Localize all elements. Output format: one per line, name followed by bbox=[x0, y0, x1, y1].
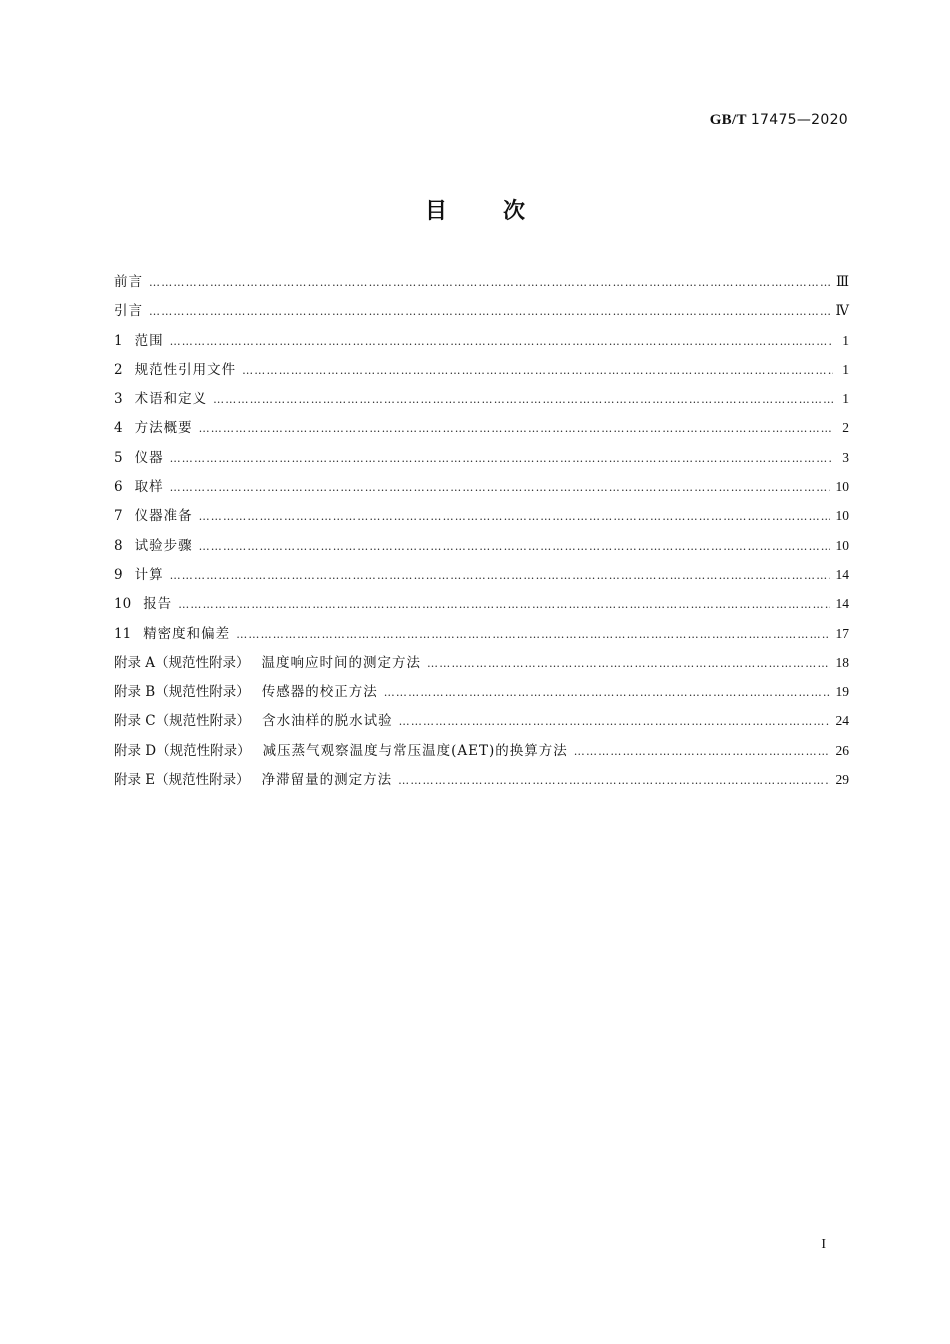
toc-entry-page: 1 bbox=[842, 332, 849, 348]
toc-entry-number: 3 bbox=[114, 391, 123, 408]
toc-entry-label: 仪器准备 bbox=[134, 508, 193, 525]
toc-entry-label: 减压蒸气观察温度与常压温度(AET)的换算方法 bbox=[262, 742, 568, 759]
toc-entry-page: 3 bbox=[842, 449, 849, 465]
toc-entry-label: 净滞留量的测定方法 bbox=[261, 772, 393, 789]
toc-leader-dots bbox=[236, 628, 829, 641]
toc-entry[interactable] bbox=[114, 299, 849, 328]
toc-entry[interactable] bbox=[114, 329, 849, 358]
toc-leader-dots bbox=[170, 481, 830, 494]
toc-entry-number: 1 bbox=[114, 332, 123, 349]
toc-entry[interactable] bbox=[114, 739, 849, 768]
toc-entry-page: 18 bbox=[835, 654, 849, 670]
toc-entry-number: 6 bbox=[114, 479, 123, 496]
toc-entry[interactable] bbox=[114, 387, 849, 416]
toc-entry-number: 2 bbox=[114, 361, 123, 378]
toc-leader-dots bbox=[170, 569, 830, 582]
toc-leader-dots bbox=[242, 364, 833, 377]
toc-entry-label: 精密度和偏差 bbox=[143, 625, 231, 642]
toc-entry-page: Ⅲ bbox=[835, 274, 849, 289]
toc-entry-number: 8 bbox=[114, 537, 123, 554]
toc-leader-dots bbox=[199, 422, 833, 435]
toc-leader-dots bbox=[574, 745, 830, 758]
toc-entry-number: 7 bbox=[114, 508, 123, 525]
page-title: 目次 bbox=[424, 199, 581, 224]
toc-leader-dots bbox=[213, 393, 833, 406]
toc-entry[interactable] bbox=[114, 534, 849, 563]
table-of-contents bbox=[114, 270, 849, 797]
toc-entry[interactable] bbox=[114, 358, 849, 387]
toc-entry-page: 1 bbox=[842, 361, 849, 377]
toc-entry-number: 附录 C（规范性附录） bbox=[114, 713, 251, 730]
toc-entry-page: 2 bbox=[842, 420, 849, 436]
toc-entry-number: 11 bbox=[114, 625, 132, 642]
toc-entry[interactable] bbox=[114, 504, 849, 533]
toc-entry-number: 附录 D（规范性附录） bbox=[114, 742, 251, 759]
toc-leader-dots bbox=[149, 276, 830, 289]
toc-entry-number: 4 bbox=[114, 420, 123, 437]
toc-entry[interactable] bbox=[114, 768, 849, 797]
toc-entry-label: 温度响应时间的测定方法 bbox=[261, 654, 422, 671]
toc-entry-label: 取样 bbox=[134, 479, 164, 496]
toc-leader-dots bbox=[149, 305, 830, 318]
toc-entry-number: 附录 A（规范性附录） bbox=[114, 654, 250, 671]
toc-entry-label: 计算 bbox=[134, 566, 164, 583]
toc-entry-page: 17 bbox=[835, 625, 849, 641]
toc-leader-dots bbox=[170, 335, 833, 348]
toc-entry[interactable] bbox=[114, 475, 849, 504]
toc-entry[interactable] bbox=[114, 709, 849, 738]
toc-leader-dots bbox=[384, 686, 830, 699]
toc-entry[interactable] bbox=[114, 563, 849, 592]
toc-entry-label: 范围 bbox=[134, 332, 164, 349]
standard-code bbox=[710, 112, 848, 129]
toc-entry-page: 10 bbox=[835, 479, 849, 495]
toc-entry[interactable] bbox=[114, 446, 849, 475]
toc-entry[interactable] bbox=[114, 622, 849, 651]
toc-entry-page: 1 bbox=[842, 391, 849, 407]
standard-prefix: GB/T bbox=[709, 112, 747, 128]
toc-entry-label: 术语和定义 bbox=[134, 391, 208, 408]
standard-number: 17475—2020 bbox=[750, 112, 848, 128]
toc-leader-dots bbox=[170, 452, 833, 465]
toc-entry-page: 19 bbox=[835, 684, 849, 700]
toc-entry-page: 14 bbox=[835, 596, 849, 612]
toc-leader-dots bbox=[199, 510, 830, 523]
toc-entry-label: 规范性引用文件 bbox=[134, 361, 237, 378]
toc-leader-dots bbox=[398, 774, 829, 787]
page-number: I bbox=[821, 1237, 826, 1252]
toc-entry-number: 5 bbox=[114, 449, 123, 466]
toc-entry-page: 10 bbox=[835, 508, 849, 524]
toc-entry-page: 29 bbox=[835, 772, 849, 788]
toc-entry[interactable] bbox=[114, 592, 849, 621]
toc-entry-label: 方法概要 bbox=[134, 420, 193, 437]
toc-entry-label: 试验步骤 bbox=[134, 537, 193, 554]
toc-entry-page: 26 bbox=[835, 742, 849, 758]
toc-leader-dots bbox=[427, 657, 829, 670]
toc-entry-page: Ⅳ bbox=[835, 303, 849, 319]
toc-entry[interactable] bbox=[114, 680, 849, 709]
toc-entry-label: 前言 bbox=[114, 274, 143, 290]
toc-entry-page: 14 bbox=[835, 566, 849, 582]
toc-entry-number: 附录 E（规范性附录） bbox=[114, 772, 250, 789]
toc-entry-label: 仪器 bbox=[134, 449, 164, 466]
toc-entry-number: 9 bbox=[114, 566, 123, 583]
toc-entry-page: 24 bbox=[835, 713, 849, 729]
toc-entry-number: 10 bbox=[114, 596, 132, 613]
toc-leader-dots bbox=[199, 540, 830, 553]
toc-entry-page: 10 bbox=[835, 537, 849, 553]
toc-entry[interactable] bbox=[114, 416, 849, 445]
toc-entry[interactable] bbox=[114, 651, 849, 680]
toc-entry-number: 附录 B（规范性附录） bbox=[114, 684, 250, 701]
toc-entry-label: 报告 bbox=[143, 596, 173, 613]
toc-entry[interactable] bbox=[114, 270, 849, 299]
toc-entry-label: 引言 bbox=[114, 303, 143, 320]
toc-entry-label: 传感器的校正方法 bbox=[261, 684, 378, 701]
toc-entry-label: 含水油样的脱水试验 bbox=[262, 713, 393, 730]
toc-leader-dots bbox=[399, 715, 830, 728]
toc-leader-dots bbox=[178, 598, 829, 611]
